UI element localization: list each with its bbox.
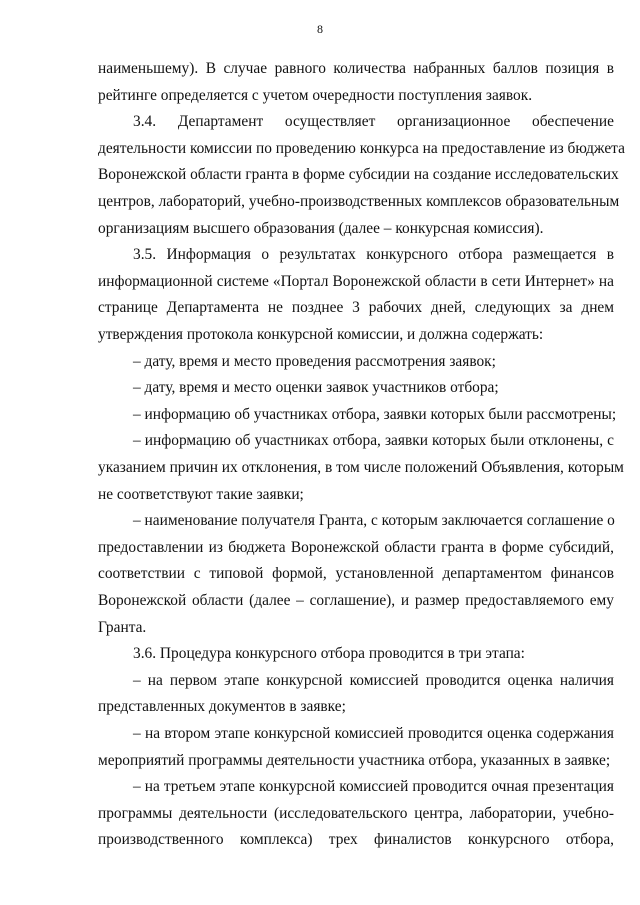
text-line: наименьшему). В случае равного количества набранных баллов позиция в [98,60,614,77]
text-line: рейтинге определяется с учетом очередности поступления заявок. [98,86,533,104]
page-number: 8 [317,22,323,36]
text-line: организациям высшего образования (далее – конкурсная комиссия). [98,219,544,237]
text-line: информационной системе «Портал Воронежской области в сети Интернет» на [98,272,614,290]
text-line: – информацию об участниках отбора, заявки которых были отклонены, с [133,432,614,450]
text-line: представленных документов в заявке; [98,698,346,716]
text-line: – на третьем этапе конкурсной комиссией проводится очная презентация [133,778,614,796]
text-line: – на втором этапе конкурсной комиссией проводится оценка содержания [133,725,614,742]
text-line: соответствии с типовой формой, установленной департаментом финансов [98,565,614,583]
text-line: – информацию об участниках отбора, заявки которых были рассмотрены; [133,405,617,423]
text-line: 3.4. Департамент осуществляет организационное обеспечение [133,113,614,131]
text-line: – на первом этапе конкурсной комиссией проводится оценка наличия [133,671,614,689]
text-line: – наименование получателя Гранта, с которым заключается соглашение о [133,512,615,530]
text-line: мероприятий программы деятельности участника отбора, указанных в заявке; [98,751,611,769]
text-line: 3.5. Информация о результатах конкурсного отбора размещается в [133,246,614,264]
text-line: деятельности комиссии по проведению конкурса на предоставление из бюджета [98,139,625,157]
text-line: – дату, время и место проведения рассмотрения заявок; [133,352,496,370]
text-line: указанием причин их отклонения, в том числе положений Объявления, которым [98,459,624,476]
text-line: центров, лабораторий, учебно-производственных комплексов образовательным [98,193,620,210]
text-line: программы деятельности (исследовательского центра, лаборатории, учебно- [98,804,614,822]
text-line: производственного комплекса) трех финалистов конкурсного отбора, [98,831,614,849]
text-line: 3.6. Процедура конкурсного отбора проводится в три этапа: [133,645,525,663]
text-line: – дату, время и место оценки заявок участников отбора; [133,379,499,397]
text-line: Воронежской области (далее – соглашение), и размер предоставляемого ему [98,592,614,609]
text-line: утверждения протокола конкурсной комиссии, и должна содержать: [98,326,544,343]
text-line: предоставлении из бюджета Воронежской области гранта в форме субсидий, [98,538,614,556]
text-line: странице Департамента не позднее 3 рабочих дней, следующих за днем [98,299,614,317]
text-line: Воронежской области гранта в форме субсидии на создание исследовательских [98,166,619,184]
text-line: Гранта. [98,618,147,636]
text-line: не соответствуют такие заявки; [98,485,304,503]
